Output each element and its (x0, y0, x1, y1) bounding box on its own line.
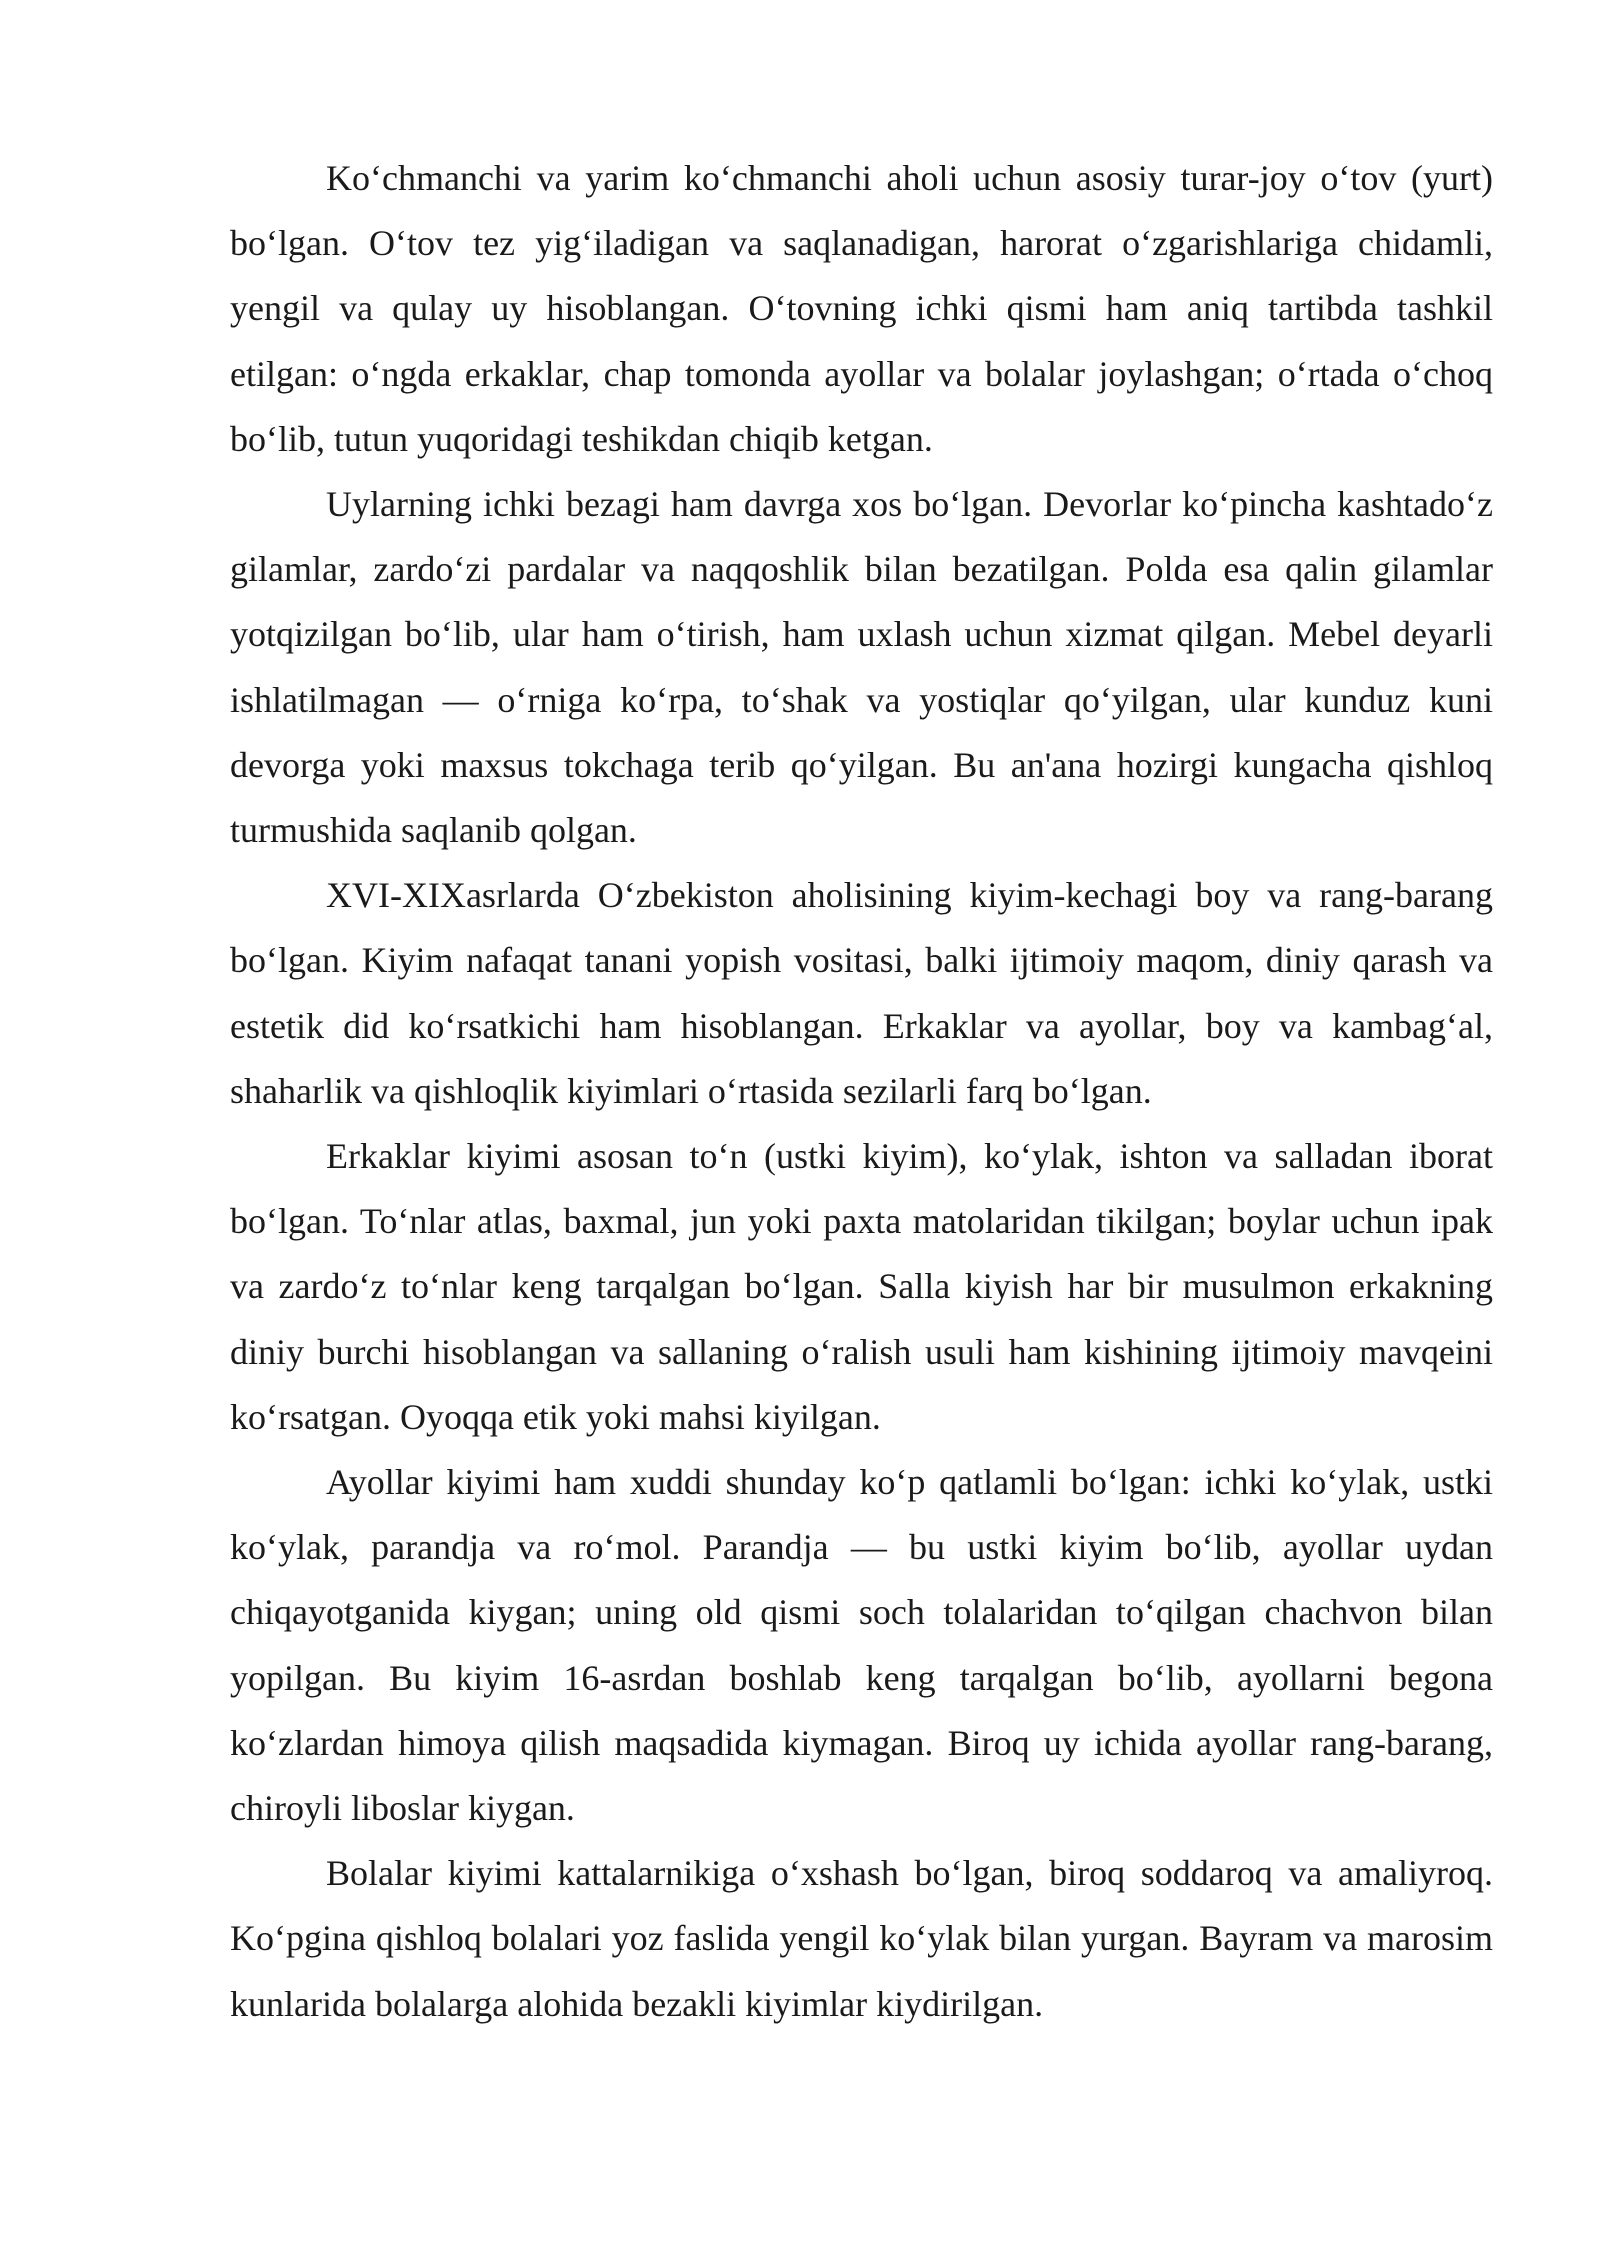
paragraph-yurt-dwelling: Ko‘chmanchi va yarim ko‘chmanchi aholi uchun asosiy turar-joy o‘tov (yurt) bo‘lgan. O‘tov tez yig‘iladigan va saqlanadigan, harorat o‘zgarishlariga chidamli, yengil va qulay uy hisoblangan. O‘tovning ichki qismi ham aniq tartibda tashkil etilgan: o‘ngda erkaklar, chap tomonda ayollar va bolalar joylashgan; o‘rtada o‘choq bo‘lib, tutun yuqoridagi teshikdan chiqib ketgan. (230, 158, 1493, 459)
paragraph-childrens-clothing: Bolalar kiyimi kattalarnikiga o‘xshash bo‘lgan, biroq soddaroq va amaliyroq. Ko‘pgina qishloq bolalari yoz faslida yengil ko‘ylak bilan yurgan. Bayram va marosim kunlarida bolalarga alohida bezakli kiyimlar kiydirilgan. (230, 1853, 1493, 2024)
paragraph-mens-clothing: Erkaklar kiyimi asosan to‘n (ustki kiyim), ko‘ylak, ishton va salladan iborat bo‘lgan. To‘nlar atlas, baxmal, jun yoki paxta matolaridan tikilgan; boylar uchun ipak va zardo‘z to‘nlar keng tarqalgan bo‘lgan. Salla kiyish har bir musulmon erkakning diniy burchi hisoblangan va sallaning o‘ralish usuli ham kishining ijtimoiy mavqeini ko‘rsatgan. Oyoqqa etik yoki mahsi kiyilgan. (230, 1136, 1493, 1437)
paragraph-clothing-overview: XVI-XIXasrlarda O‘zbekiston aholisining kiyim-kechagi boy va rang-barang bo‘lgan. Kiyim nafaqat tanani yopish vositasi, balki ijtimoiy maqom, diniy qarash va estetik did ko‘rsatkichi ham hisoblangan. Erkaklar va ayollar, boy va kambag‘al, shaharlik va qishloqlik kiyimlari o‘rtasida sezilarli farq bo‘lgan. (230, 875, 1493, 1111)
document-body (230, 146, 1493, 2037)
paragraph-interior-decoration: Uylarning ichki bezagi ham davrga xos bo‘lgan. Devorlar ko‘pincha kashtado‘z gilamlar, zardo‘zi pardalar va naqqoshlik bilan bezatilgan. Polda esa qalin gilamlar yotqizilgan bo‘lib, ular ham o‘tirish, ham uxlash uchun xizmat qilgan. Mebel deyarli ishlatilmagan — o‘rniga ko‘rpa, to‘shak va yostiqlar qo‘yilgan, ular kunduz kuni devorga yoki maxsus tokchaga terib qo‘yilgan. Bu an'ana hozirgi kungacha qishloq turmushida saqlanib qolgan. (230, 484, 1493, 851)
paragraph-womens-clothing: Ayollar kiyimi ham xuddi shunday ko‘p qatlamli bo‘lgan: ichki ko‘ylak, ustki ko‘ylak, parandja va ro‘mol. Parandja — bu ustki kiyim bo‘lib, ayollar uydan chiqayotganida kiygan; uning old qismi soch tolalaridan to‘qilgan chachvon bilan yopilgan. Bu kiyim 16-asrdan boshlab keng tarqalgan bo‘lib, ayollarni begona ko‘zlardan himoya qilish maqsadida kiymagan. Biroq uy ichida ayollar rang-barang, chiroyli liboslar kiygan. (230, 1462, 1493, 1829)
